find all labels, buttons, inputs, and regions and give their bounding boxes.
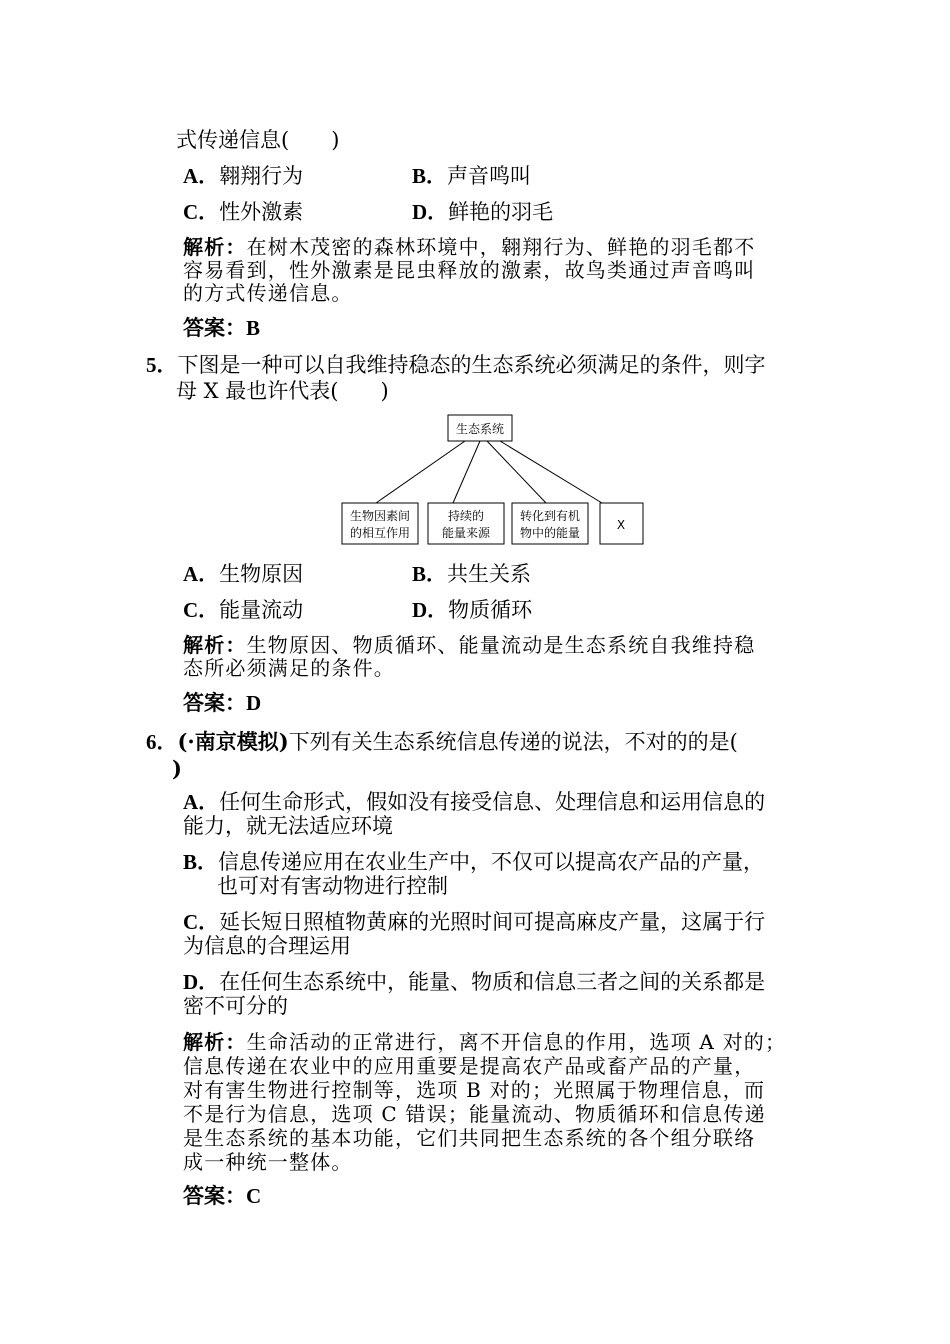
- q4-option-d: [412, 199, 553, 225]
- explanation-line: 态所必须满足的条件。: [183, 656, 395, 680]
- q5-answer: [183, 690, 261, 716]
- answer-value: B: [246, 316, 261, 340]
- explanation-line: [183, 236, 755, 259]
- answer-tag: 答案：: [183, 315, 246, 340]
- explanation-tag: 解析：: [183, 633, 247, 657]
- option-text: 鲜艳的羽毛: [448, 200, 554, 224]
- option-text: 任何生命形式，假如没有接受信息、处理信息和运用信息的: [219, 790, 766, 814]
- option-line: 也可对有害动物进行控制: [217, 874, 448, 898]
- diagram-child-1-line2: 的相互作用: [349, 526, 411, 540]
- q5-explanation: [183, 634, 755, 680]
- option-label: C．: [183, 910, 220, 934]
- answer-tag: 答案：: [183, 1183, 246, 1208]
- option-label: A．: [183, 790, 220, 814]
- explanation-line: 容易看到，性外激素是昆虫释放的激素，故鸟类通过声音鸣叫: [183, 258, 756, 282]
- q4-option-b: [412, 163, 531, 189]
- explanation-line: [183, 634, 755, 657]
- q4-answer: [183, 315, 260, 341]
- option-text: 翱翔行为: [219, 164, 304, 188]
- stem-text: 下列有关生态系统信息传递的说法，不对的的是(: [288, 730, 738, 754]
- option-line: 密不可分的: [183, 994, 288, 1018]
- answer-value: D: [246, 691, 262, 715]
- explanation-line: 对有害生物进行控制等，选项 B 对的；光照属于物理信息，而: [183, 1078, 766, 1102]
- diagram-child-3-line2: 物中的能量: [519, 526, 581, 540]
- option-text: 生物原因: [219, 562, 304, 586]
- q6-option-c: [183, 910, 765, 958]
- explanation-line: 不是行为信息，选项 C 错误；能量流动、物质循环和信息传递: [183, 1102, 766, 1126]
- question-number: 6．: [146, 730, 178, 754]
- option-text: 信息传递应用在农业生产中，不仅可以提高农产品的产量，: [218, 850, 765, 874]
- diagram-child-2-line1: 持续的: [447, 509, 485, 523]
- question-number: 5．: [146, 353, 178, 377]
- explanation-line: [183, 1030, 786, 1054]
- option-line: 能力，就无法适应环境: [183, 814, 393, 838]
- q4-stem-tail: 式传递信息( ): [176, 128, 340, 152]
- stem-text: 下图是一种可以自我维持稳态的生态系统必须满足的条件，则字: [177, 353, 766, 377]
- diagram-connector: [487, 441, 546, 503]
- option-label: B．: [183, 850, 219, 874]
- q6-option-a: [183, 790, 765, 838]
- option-text: 在任何生态系统中，能量、物质和信息三者之间的关系都是: [219, 970, 766, 994]
- q6-stem-line-1: [146, 729, 738, 755]
- question-source: (·南京模拟): [177, 729, 289, 754]
- option-line: [183, 910, 765, 934]
- diagram-child-2-line2: 能量来源: [441, 526, 491, 540]
- q6-option-d: [183, 970, 765, 1018]
- explanation-tag: 解析：: [183, 1030, 247, 1054]
- answer-value: C: [246, 1184, 262, 1208]
- q4-explanation: [183, 236, 755, 305]
- diagram-root-label: 生态系统: [455, 422, 505, 436]
- explanation-line: 是生态系统的基本功能，它们共同把生态系统的各个组分联络: [183, 1126, 756, 1150]
- explanation-tag: 解析：: [183, 235, 247, 259]
- explanation-text: 生物原因、物质循环、能量流动是生态系统自我维持稳: [246, 633, 756, 657]
- option-label: D．: [412, 598, 449, 622]
- option-text: 物质循环: [448, 598, 533, 622]
- diagram-connector: [376, 441, 465, 503]
- option-label: C．: [183, 598, 220, 622]
- q6-option-b: [183, 850, 764, 898]
- diagram-child-3-line1: 转化到有机: [519, 509, 581, 523]
- option-text: 延长短日照植物黄麻的光照时间可提高麻皮产量，这属于行: [219, 910, 766, 934]
- q5-option-a: [183, 561, 303, 587]
- option-label: A．: [183, 562, 220, 586]
- option-label: D．: [412, 200, 449, 224]
- diagram-connector: [500, 441, 602, 503]
- option-line: [183, 850, 764, 874]
- q6-answer: [183, 1183, 261, 1209]
- diagram-child-1-line1: 生物因素间: [349, 509, 411, 523]
- explanation-line: 的方式传递信息。: [183, 281, 353, 305]
- explanation-text: 在树木茂密的森林环境中，翱翔行为、鲜艳的羽毛都不: [246, 235, 756, 259]
- answer-tag: 答案：: [183, 690, 246, 715]
- q5-stem-line-1: [146, 352, 766, 378]
- q4-option-a: [183, 163, 303, 189]
- q5-stem-line-2: 母 X 最也许代表( ): [176, 379, 389, 403]
- option-label: A．: [183, 164, 220, 188]
- explanation-line: 信息传递在农业中的应用重要是提高农产品或畜产品的产量，: [183, 1054, 756, 1078]
- diagram-child-4-label: X: [616, 518, 626, 532]
- q6-stem-line-2: ): [172, 756, 182, 781]
- option-label: C．: [183, 200, 220, 224]
- q5-option-c: [183, 597, 303, 623]
- q4-option-c: [183, 199, 303, 225]
- option-text: 共生关系: [447, 562, 532, 586]
- option-label: B．: [412, 164, 448, 188]
- diagram-connector: [453, 441, 480, 503]
- explanation-line: 成一种统一整体。: [183, 1150, 353, 1174]
- option-text: 声音鸣叫: [447, 164, 532, 188]
- option-label: B．: [412, 562, 448, 586]
- q5-option-b: [412, 561, 531, 587]
- ecosystem-diagram: [340, 412, 650, 552]
- explanation-text: 生命活动的正常进行，离不开信息的作用，选项 A 对的；: [246, 1030, 787, 1054]
- option-text: 性外激素: [219, 200, 304, 224]
- q5-option-d: [412, 597, 532, 623]
- option-line: [183, 790, 765, 814]
- option-line: 为信息的合理运用: [183, 934, 351, 958]
- option-text: 能量流动: [219, 598, 304, 622]
- option-line: [183, 970, 765, 994]
- q6-explanation: [183, 1030, 786, 1174]
- option-label: D．: [183, 970, 220, 994]
